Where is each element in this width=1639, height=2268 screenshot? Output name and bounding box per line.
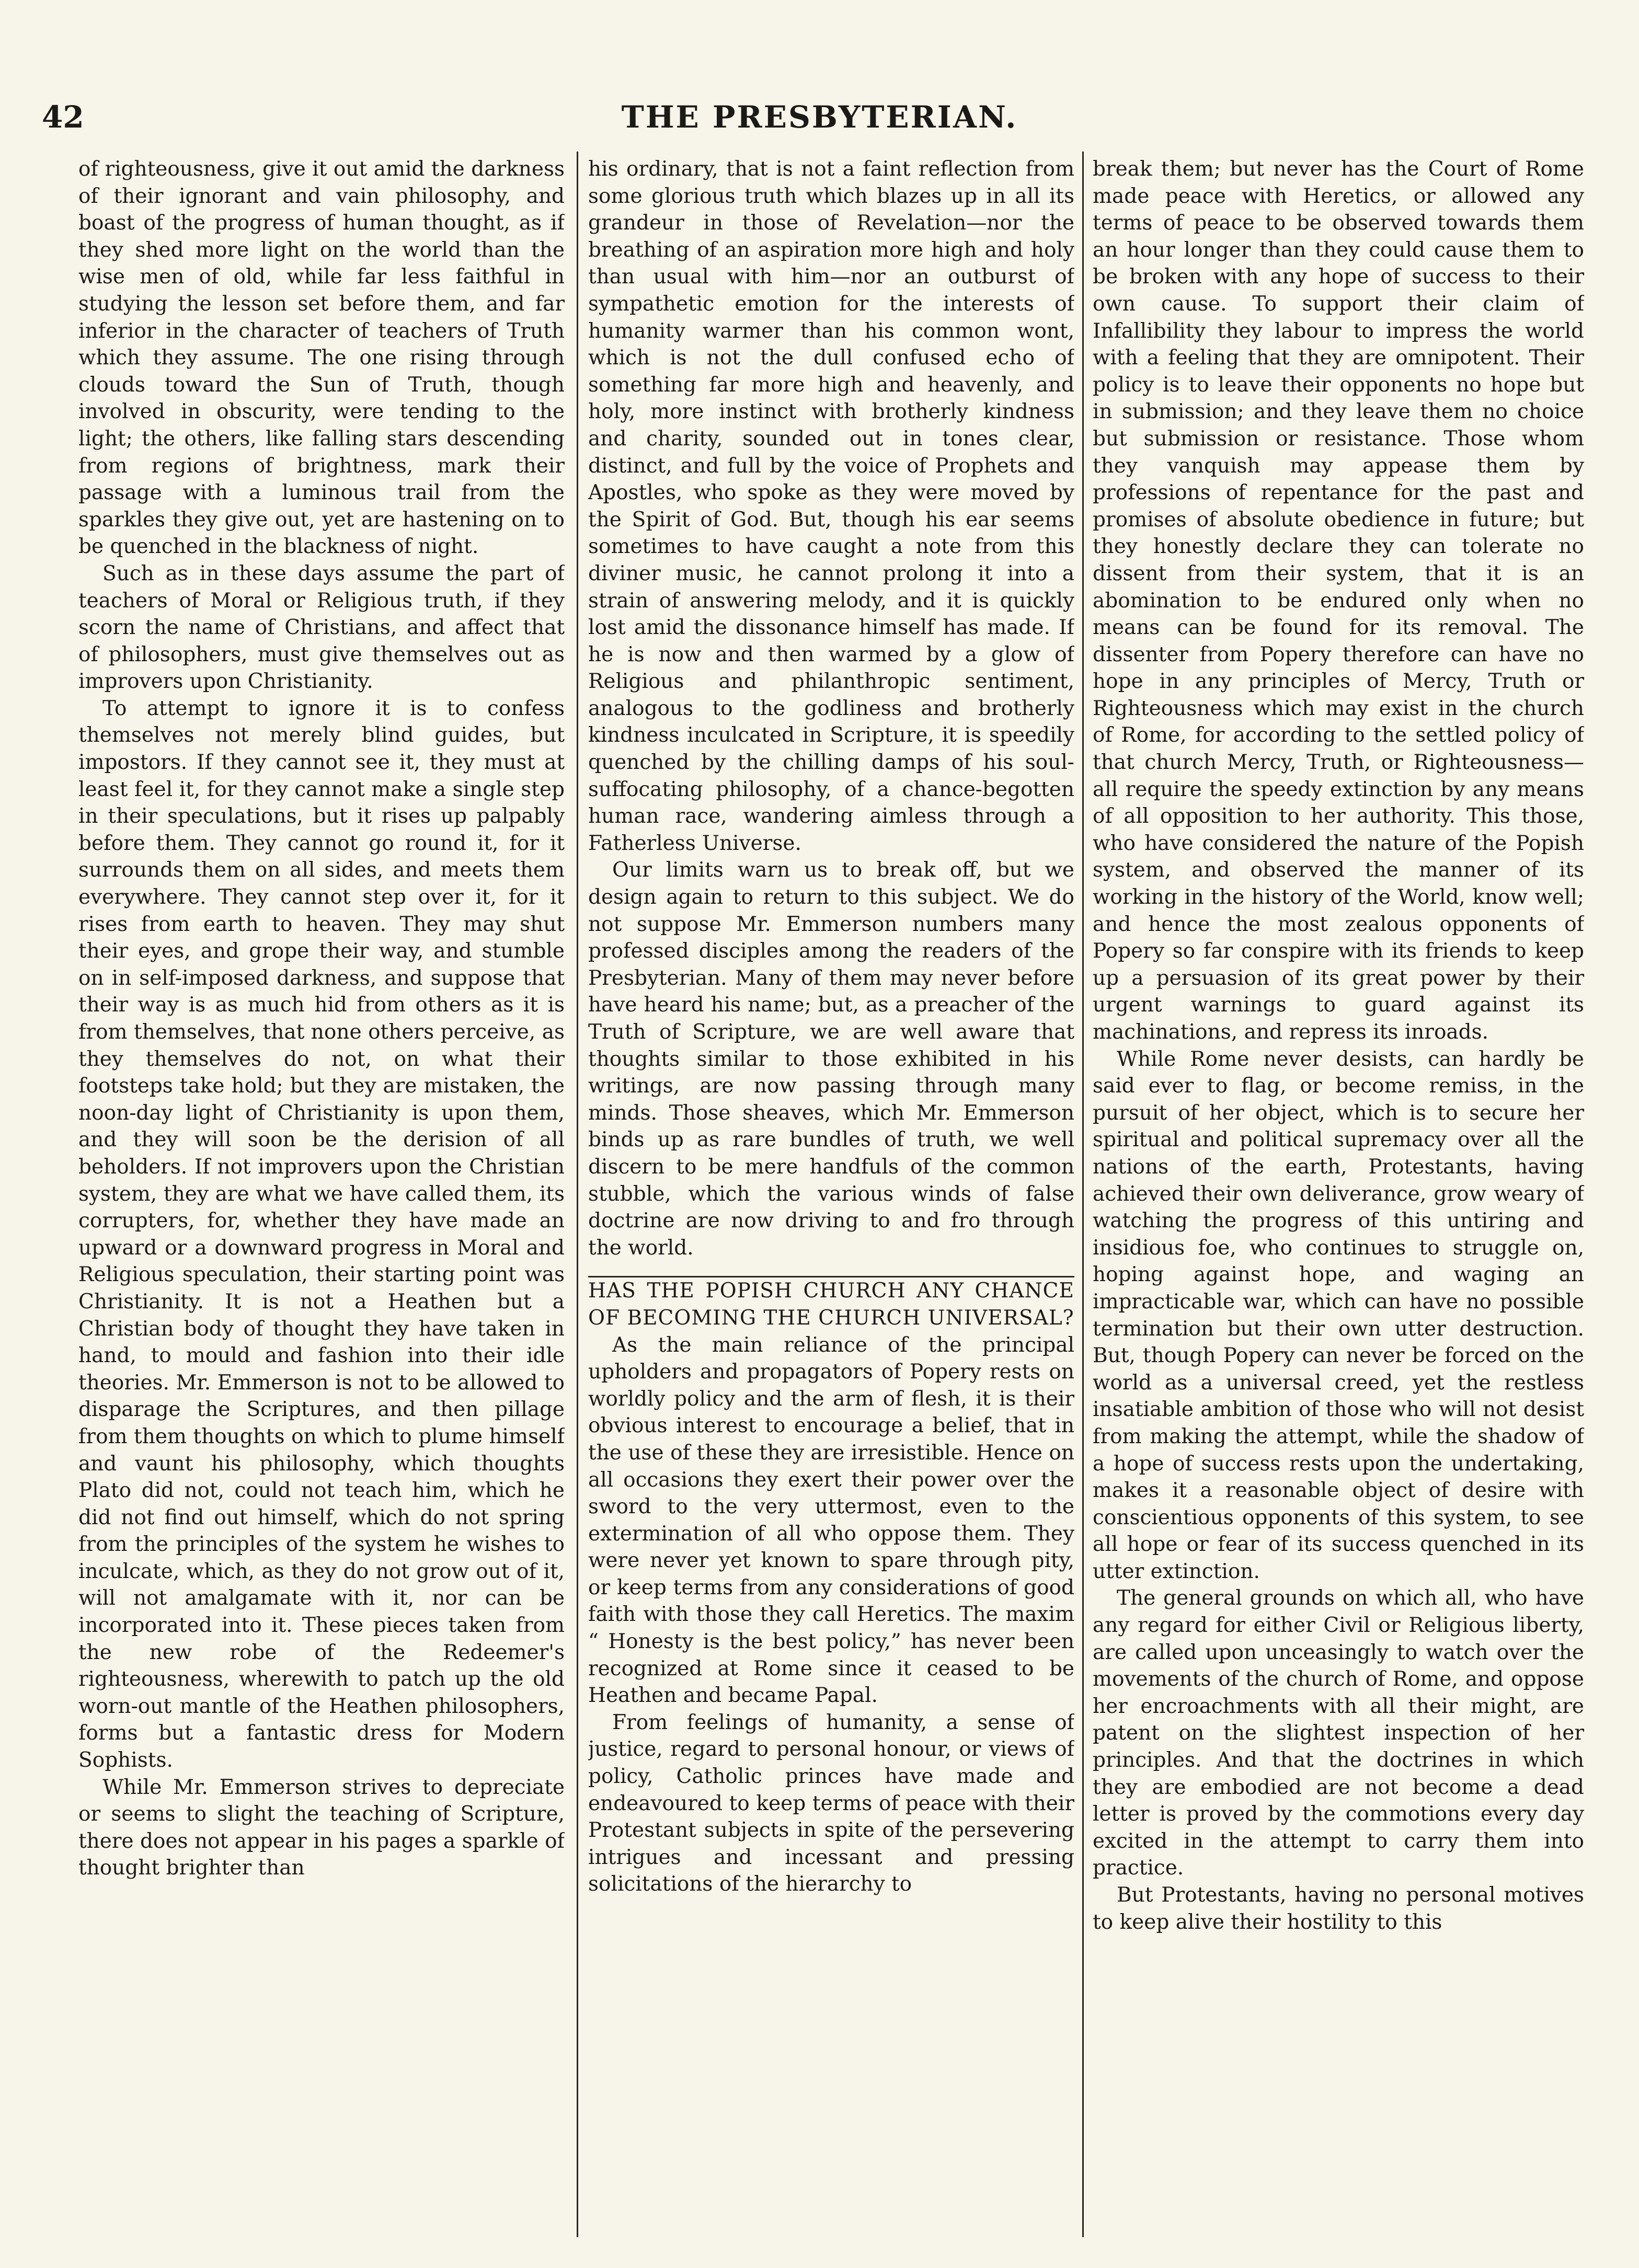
paragraph: To attempt to ignore it is to confess themselves not merely blind guides, but impostors. If they cannot see it, they must at least feel it, for they cannot make a single step in their speculations, but it rises up palpably before them. They cannot go round it, for it surrounds them on all sides, and meets them everywhere. They cannot step over it, for it rises from earth to heaven. They may shut their eyes, and grope their way, and stumble on in self-imposed darkness, and suppose that their way is as much hid from others as it is from themselves, that none others perceive, as they themselves do not, on what their footsteps take hold; but they are mistaken, the noon-day light of Christianity is upon them, and they will soon be the derision of all beholders. If not improvers upon the Christian system, they are what we have called them, its corrupters, for, whether they have made an upward or a downward progress in Moral and Religious speculation, their starting point was Christianity. It is not a Heathen but a Christian body of thought they have taken in hand, to mould and fashion into their idle theories. Mr. Emmerson is not to be allowed to disparage the Scriptures, and then pillage from them thoughts on which to plume himself and vaunt his philosophy, which thoughts Plato did not, could not teach him, which he did not find out himself, which do not spring from the principles of the system he wishes to inculcate, which, as they do not grow out of it, will not amalgamate with it, nor can be incorporated into it. These pieces taken from the new robe of the Redeemer's righteousness, wherewith to patch up the old worn-out mantle of the Heathen philosophers, forms but a fantastic dress for Modern Sophists. bbox=[78, 696, 565, 1772]
paragraph: Such as in these days assume the part of teachers of Moral or Religious truth, if they scorn the name of Christians, and affect that of philosophers, must give themselves out as improvers upon Christianity. bbox=[78, 561, 565, 694]
column-3 bbox=[1093, 156, 1584, 2239]
paragraph: his ordinary, that is not a faint reflection from some glorious truth which blazes up in all its grandeur in those of Revelation—nor the breathing of an aspiration more high and holy than usual with him—nor an outburst of sympathetic emotion for the interests of humanity warmer than his common wont, which is not the dull confused echo of something far more high and heavenly, and holy, more instinct with brotherly kindness and charity, sounded out in tones clear, distinct, and full by the voice of Prophets and Apostles, who spoke as they were moved by the Spirit of God. But, though his ear seems sometimes to have caught a note from this diviner music, he cannot prolong it into a strain of answering melody, and it is quickly lost amid the dissonance himself has made. If he is now and then warmed by a glow of Religious and philanthropic sentiment, analogous to the godliness and brotherly kindness inculcated in Scripture, it is speedily quenched by the chilling damps of his soul-suffocating philosophy, of a chance-begotten human race, wandering aimless through a Fatherless Universe. bbox=[588, 157, 1074, 855]
running-head-title: THE PRESBYTERIAN. bbox=[621, 99, 1018, 135]
column-rule-right bbox=[1082, 152, 1084, 2237]
paragraph: But Protestants, having no personal motives to keep alive their hostility to this bbox=[1093, 1883, 1584, 1934]
paragraph: The general grounds on which all, who have any regard for either Civil or Religious liberty, are called upon unceasingly to watch over the movements of the church of Rome, and oppose her encroachments with all their might, are patent on the slightest inspection of her principles. And that the doctrines in which they are embodied are not become a dead letter is proved by the commotions every day excited in the attempt to carry them into practice. bbox=[1093, 1586, 1584, 1880]
column-2 bbox=[588, 156, 1074, 2239]
paragraph: From feelings of humanity, a sense of justice, regard to personal honour, or views of policy, Catholic princes have made and endeavoured to keep terms of peace with their Protestant subjects in spite of the persevering intrigues and incessant and pressing solicitations of the hierarchy to bbox=[588, 1710, 1074, 1896]
article-headline: HAS THE POPISH CHURCH ANY CHANCE OF BECOMING THE CHURCH UNIVERSAL? bbox=[588, 1279, 1074, 1330]
column-rule-left bbox=[577, 152, 578, 2237]
paragraph: break them; but never has the Court of Rome made peace with Heretics, or allowed any terms of peace to be observed towards them an hour longer than they could cause them to be broken with any hope of success to their own cause. To support their claim of Infallibility they labour to impress the world with a feeling that they are omnipotent. Their policy is to leave their opponents no hope but in submission; and they leave them no choice but submission or resistance. Those whom they vanquish may appease them by professions of repentance for the past and promises of absolute obedience in future; but they honestly declare they can tolerate no dissent from their system, that it is an abomination to be endured only when no means can be found for its removal. The dissenter from Popery therefore can have no hope in any principles of Mercy, Truth or Righteousness which may exist in the church of Rome, for according to the settled policy of that church Mercy, Truth, or Righteousness—all require the speedy extinction by any means of all opposition to her authority. This those, who have considered the nature of the Popish system, and observed the manner of its working in the history of the World, know well; and hence the most zealous opponents of Popery so far conspire with its friends to keep up a persuasion of its great power by their urgent warnings to guard against its machinations, and repress its inroads. bbox=[1093, 157, 1584, 1044]
paragraph: While Mr. Emmerson strives to depreciate or seems to slight the teaching of Scripture, there does not appear in his pages a sparkle of thought brighter than bbox=[78, 1775, 565, 1880]
paragraph: Our limits warn us to break off, but we design again to return to this subject. We do not suppose Mr. Emmerson numbers many professed disciples among the readers of the Presbyterian. Many of them may never before have heard his name; but, as a preacher of the Truth of Scripture, we are well aware that thoughts similar to those exhibited in his writings, are now passing through many minds. Those sheaves, which Mr. Emmerson binds up as rare bundles of truth, we well discern to be mere handfuls of the common stubble, which the various winds of false doctrine are now driving to and fro through the world. bbox=[588, 858, 1074, 1260]
paragraph: As the main reliance of the principal upholders and propagators of Popery rests on worldly policy and the arm of flesh, it is their obvious interest to encourage a belief, that in the use of these they are irresistible. Hence on all occasions they exert their power over the sword to the very uttermost, even to the extermination of all who oppose them. They were never yet known to spare through pity, or keep terms from any considerations of good faith with those they call Heretics. The maxim “ Honesty is the best policy,” has never been recognized at Rome since it ceased to be Heathen and became Papal. bbox=[588, 1333, 1074, 1708]
page-number: 42 bbox=[42, 99, 84, 135]
paragraph: While Rome never desists, can hardly be said ever to flag, or become remiss, in the pursuit of her object, which is to secure her spiritual and political supremacy over all the nations of the earth, Protestants, having achieved their own deliverance, grow weary of watching the progress of this untiring and insidious foe, who continues to struggle on, hoping against hope, and waging an impracticable war, which can have no possible termination but their own utter destruction. But, though Popery can never be forced on the world as a universal creed, yet the restless insatiable ambition of those who will not desist from making the attempt, while the shadow of a hope of success rests upon the undertaking, makes it a reasonable object of desire with conscientious opponents of this system, to see all hope or fear of its success quenched in its utter extinction. bbox=[1093, 1047, 1584, 1583]
column-1 bbox=[78, 156, 565, 2239]
paragraph: of righteousness, give it out amid the darkness of their ignorant and vain philosophy, and boast of the progress of human thought, as if they shed more light on the world than the wise men of old, while far less faithful in studying the lesson set before them, and far inferior in the character of teachers of Truth which they assume. The one rising through clouds toward the Sun of Truth, though involved in obscurity, were tending to the light; the others, like falling stars descending from regions of brightness, mark their passage with a luminous trail from the sparkles they give out, yet are hastening on to be quenched in the blackness of night. bbox=[78, 157, 565, 559]
